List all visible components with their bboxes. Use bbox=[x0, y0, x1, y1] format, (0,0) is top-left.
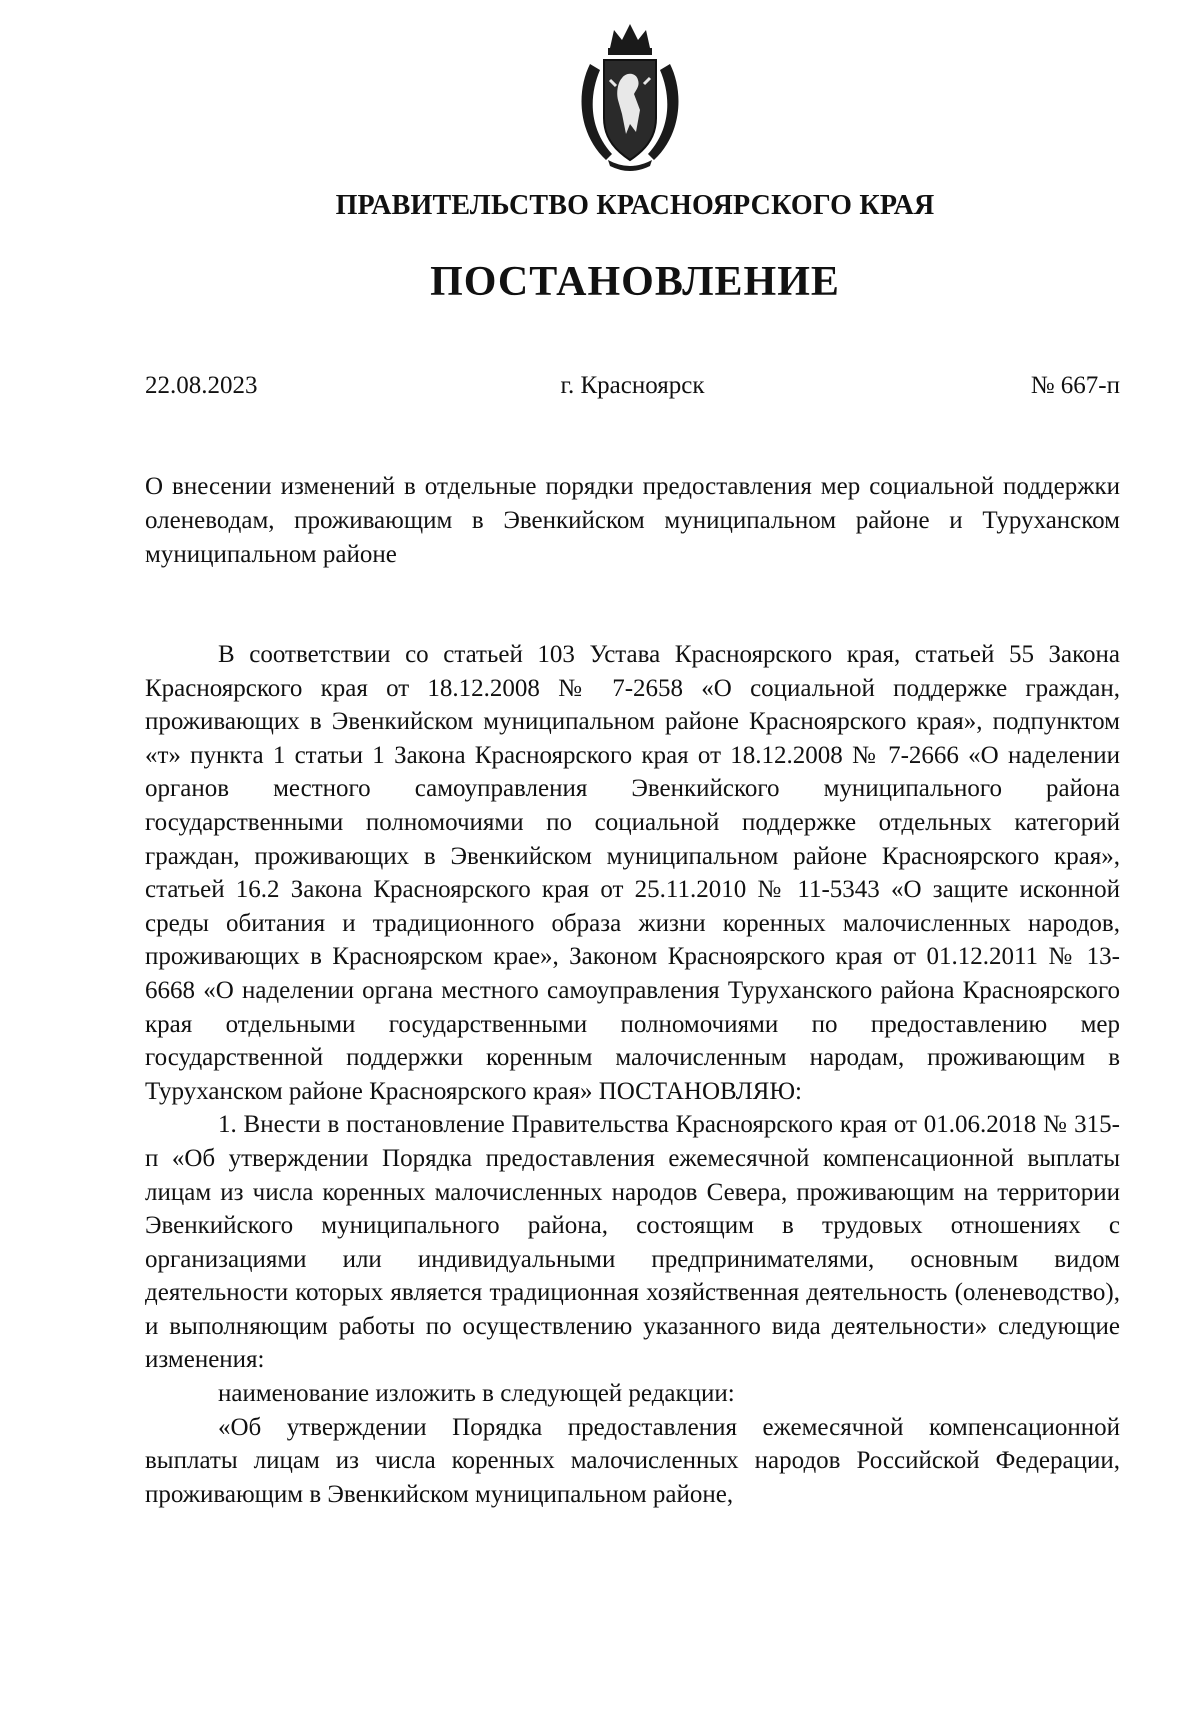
document-type-title: ПОСТАНОВЛЕНИЕ bbox=[430, 259, 840, 305]
body-paragraph: «Об утверждении Порядка предоставления ежемесячной компенсационной выплаты лицам из числа коренных малочисленных народов Российской Федерации, проживающим в Эвенкийском муниципальном районе, bbox=[145, 1413, 1120, 1508]
document-date: 22.08.2023 bbox=[145, 372, 258, 399]
body-paragraph: наименование изложить в следующей редакции: bbox=[218, 1380, 735, 1408]
document-meta-row bbox=[145, 372, 1120, 406]
document-number: № 667-п bbox=[1030, 372, 1120, 399]
document-subject: О внесении изменений в отдельные порядки предоставления мер социальной поддержки оленеводам, проживающим в Эвенкийском муниципальном районе и Туруханском муниципальном районе bbox=[145, 473, 1120, 568]
organization-title: ПРАВИТЕЛЬСТВО КРАСНОЯРСКОГО КРАЯ bbox=[335, 190, 935, 221]
document-city: г. Красноярск bbox=[560, 372, 705, 399]
body-paragraph: В соответствии со статьей 103 Устава Красноярского края, статьей 55 Закона Красноярского края от 18.12.2008 № 7-2658 «О социальной поддержке граждан, проживающих в Эвенкийском муниципальном районе Красноярского края», подпунктом «т» пункта 1 статьи 1 Закона Красноярского края от 18.12.2008 № 7-2666 «О наделении органов местного самоуправления Эвенкийского муниципального района государственными полномочиями по социальной поддержке отдельных категорий граждан, проживающих в Эвенкийском муниципальном районе Красноярского края», статьей 16.2 Закона Красноярского края от 25.11.2010 № 11-5343 «О защите исконной среды обитания и традиционного образа жизни коренных малочисленных народов, проживающих в Красноярском крае», Законом Красноярского края от 01.12.2011 № 13-6668 «О наделении органа местного самоуправления Туруханского района Красноярского края отдельными государственными полномочиями по предоставлению мер государственной поддержки коренным малочисленным народам, проживающим в Туруханском районе Красноярского края» ПОСТАНОВЛЯЮ: bbox=[145, 641, 1120, 1105]
document-body bbox=[145, 638, 1120, 1511]
krasnoyarsk-coat-of-arms-icon bbox=[570, 20, 690, 172]
body-paragraph: 1. Внести в постановление Правительства Красноярского края от 01.06.2018 № 315-п «Об утверждении Порядка предоставления ежемесячной компенсационной выплаты лицам из числа коренных малочисленных народов Севера, проживающим на территории Эвенкийского муниципального района, состоящим в трудовых отношениях с организациями или индивидуальными предпринимателями, основным видом деятельности которых является традиционная хозяйственная деятельность (оленеводство), и выполняющим работы по осуществлению указанного вида деятельности» следующие изменения: bbox=[145, 1111, 1120, 1374]
